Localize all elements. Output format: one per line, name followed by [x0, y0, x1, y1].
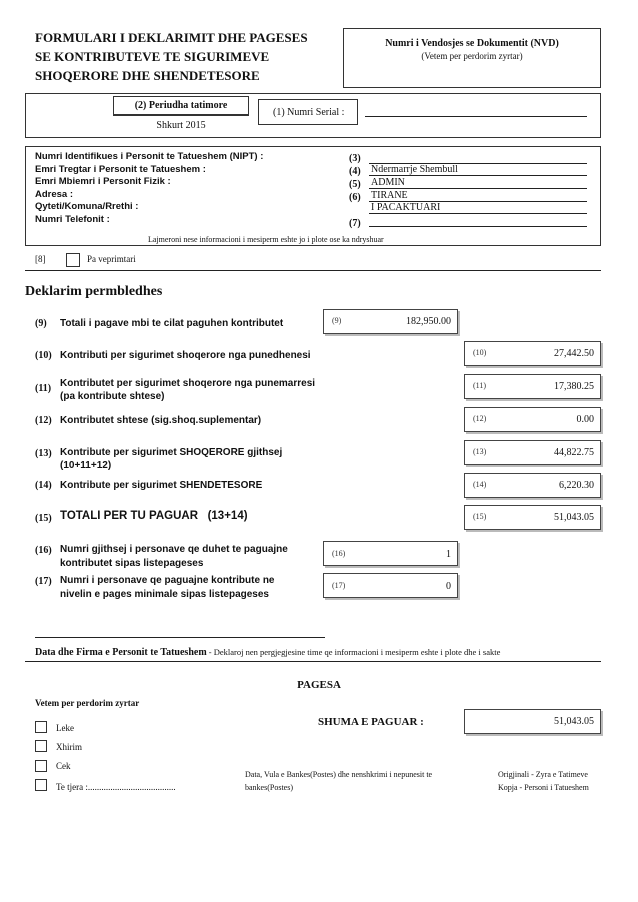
person-name-value[interactable]: ADMIN	[371, 177, 405, 188]
row-number: (16)	[35, 545, 52, 556]
value: 0.00	[576, 414, 594, 425]
taxpayer-note: Lajmeroni nese informacioni i mesiperm eshte jo i plote ose ka ndryshuar	[148, 235, 384, 244]
total-label: TOTALI PER TU PAGUAR (13+14)	[60, 510, 248, 522]
inactive-checkbox[interactable]	[66, 253, 80, 267]
row-number: (15)	[35, 513, 52, 524]
serial-input-line[interactable]	[365, 116, 587, 117]
value: 17,380.25	[554, 381, 594, 392]
signature-divider	[25, 661, 601, 662]
form-title	[35, 28, 335, 85]
doc-number-box	[343, 28, 601, 88]
signature-text	[35, 647, 500, 658]
value: 0	[446, 581, 451, 592]
signature-label: Data dhe Firma e Personit te Tatueshem	[35, 647, 207, 658]
bank-note-line: bankes(Postes)	[245, 783, 293, 792]
value: 27,442.50	[554, 348, 594, 359]
nipt-label: Numri Identifikues i Personit te Tatueshem (NIPT) :	[35, 151, 264, 162]
value-box-15[interactable]	[464, 505, 601, 530]
row-number: (13)	[35, 448, 52, 459]
signature-declaration: - Deklaroj nen pergjegjesine time qe informacioni i mesiperm eshte i plote dhe i sakte	[206, 647, 501, 657]
trade-name-value[interactable]: Ndermarrje Shembull	[371, 164, 458, 175]
city-line	[369, 213, 587, 214]
row-label	[60, 377, 315, 403]
row-number: (10)	[35, 350, 52, 361]
city-value[interactable]: I PACAKTUARI	[371, 202, 441, 213]
value-box-14[interactable]	[464, 473, 601, 498]
code-6: (6)	[349, 192, 361, 203]
value-code: (14)	[473, 480, 487, 489]
official-use-label: Vetem per perdorim zyrtar	[35, 698, 140, 708]
copy-note-line: Origjinali - Zyra e Tatimeve	[498, 770, 588, 779]
value-box-11[interactable]	[464, 374, 601, 399]
row-label-line: (10+11+12)	[60, 460, 112, 471]
row-number: (12)	[35, 415, 52, 426]
row-label-line: Numri i personave qe paguajne kontribute ne	[60, 575, 275, 586]
phone-label: Numri Telefonit :	[35, 213, 110, 225]
payment-method-checkbox[interactable]	[35, 779, 47, 791]
value: 182,950.00	[406, 316, 451, 327]
value-box-10[interactable]	[464, 341, 601, 366]
row-label-line: Kontribute per sigurimet SHOQERORE gjithsej	[60, 447, 283, 458]
summary-heading: Deklarim permbledhes	[25, 284, 163, 299]
value-box-17[interactable]	[323, 573, 458, 598]
row-label: Kontributi per sigurimet shoqerore nga punedhenesi	[60, 350, 311, 361]
row-label: Kontributet shtese (sig.shoq.suplementar)	[60, 415, 262, 426]
amount-box[interactable]	[464, 709, 601, 734]
amount-label: SHUMA E PAGUAR :	[318, 716, 424, 728]
inactive-label: Pa veprimtari	[87, 254, 136, 264]
payment-method-label: Xhirim	[56, 742, 82, 752]
period-label: (2) Periudha tatimore	[134, 100, 228, 111]
phone-input-line[interactable]	[369, 226, 587, 227]
doc-number-note: (Vetem per perdorim zyrtar)	[421, 51, 523, 61]
row-number: (11)	[35, 383, 52, 394]
doc-number-title: Numri i Vendosjes se Dokumentit (NVD)	[385, 38, 559, 49]
taxpayer-labels	[35, 151, 263, 227]
period-label-box	[113, 96, 249, 116]
inactive-code: [8]	[35, 254, 46, 264]
value-code: (9)	[332, 316, 342, 325]
city-label: Qyteti/Komuna/Rrethi :	[35, 201, 139, 213]
form-title-line: SE KONTRIBUTEVE TE SIGURIMEVE	[35, 49, 270, 64]
code-4: (4)	[349, 166, 361, 177]
person-name-line	[369, 188, 587, 189]
payment-heading: PAGESA	[297, 679, 341, 691]
serial-label-box	[258, 99, 358, 125]
row-label	[60, 543, 288, 571]
value-code: (15)	[473, 512, 487, 521]
form-title-line: SHOQERORE DHE SHENDETESORE	[35, 68, 260, 83]
row-label-line: Kontributet per sigurimet shoqerore nga punemarresi	[60, 378, 316, 389]
divider-line	[25, 270, 601, 271]
payment-method-checkbox[interactable]	[35, 740, 47, 752]
value: 1	[446, 549, 451, 560]
payment-method-label: Te tjera :.......................................	[56, 782, 176, 792]
value-code: (16)	[332, 549, 346, 558]
row-label-line: kontributet sipas listepageses	[60, 558, 204, 569]
value-code: (10)	[473, 348, 487, 357]
period-value[interactable]: Shkurt 2015	[156, 120, 206, 131]
value-code: (11)	[473, 381, 487, 390]
row-label	[60, 574, 275, 602]
address-value[interactable]: TIRANE	[371, 190, 408, 201]
payment-method-label: Leke	[56, 723, 74, 733]
row-label: Kontribute per sigurimet SHENDETESORE	[60, 480, 263, 491]
value-box-12[interactable]	[464, 407, 601, 432]
row-number: (17)	[35, 576, 52, 587]
trade-name-label: Emri Tregtar i Personit te Tatueshem :	[35, 163, 206, 175]
row-number: (14)	[35, 480, 52, 491]
bank-note	[245, 768, 432, 794]
code-5: (5)	[349, 179, 361, 190]
value-box-13[interactable]	[464, 440, 601, 465]
copy-note	[498, 768, 589, 794]
signature-line[interactable]	[35, 637, 325, 638]
row-label: Totali i pagave mbi te cilat paguhen kontributet	[60, 318, 284, 329]
value-code: (13)	[473, 447, 487, 456]
row-label	[60, 446, 282, 472]
address-label: Adresa :	[35, 188, 74, 200]
row-number: (9)	[35, 318, 47, 329]
value-box-9[interactable]	[323, 309, 458, 334]
person-name-label: Emri Mbiemri i Personit Fizik :	[35, 176, 171, 188]
row-label-line: nivelin e pages minimale sipas listepageses	[60, 589, 269, 600]
bank-note-line: Data, Vula e Bankes(Postes) dhe nenshkrimi i nepunesit te	[245, 770, 433, 779]
value-code: (12)	[473, 414, 487, 423]
value: 6,220.30	[559, 480, 594, 491]
payment-method-checkbox[interactable]	[35, 721, 47, 733]
amount-value: 51,043.05	[554, 716, 594, 727]
value-box-16[interactable]	[323, 541, 458, 566]
trade-name-line	[369, 175, 587, 176]
copy-note-line: Kopja - Personi i Tatueshem	[498, 783, 589, 792]
value: 44,822.75	[554, 447, 594, 458]
serial-label: (1) Numri Serial :	[273, 107, 345, 118]
payment-method-label: Cek	[56, 761, 71, 771]
payment-method-checkbox[interactable]	[35, 760, 47, 772]
code-7: (7)	[349, 218, 361, 229]
row-label-line: Numri gjithsej i personave qe duhet te paguajne	[60, 544, 288, 555]
value-code: (17)	[332, 581, 346, 590]
row-label-line: (pa kontribute shtese)	[60, 391, 165, 402]
value: 51,043.05	[554, 512, 594, 523]
form-title-line: FORMULARI I DEKLARIMIT DHE PAGESES	[35, 30, 308, 45]
code-3: (3)	[349, 153, 361, 164]
